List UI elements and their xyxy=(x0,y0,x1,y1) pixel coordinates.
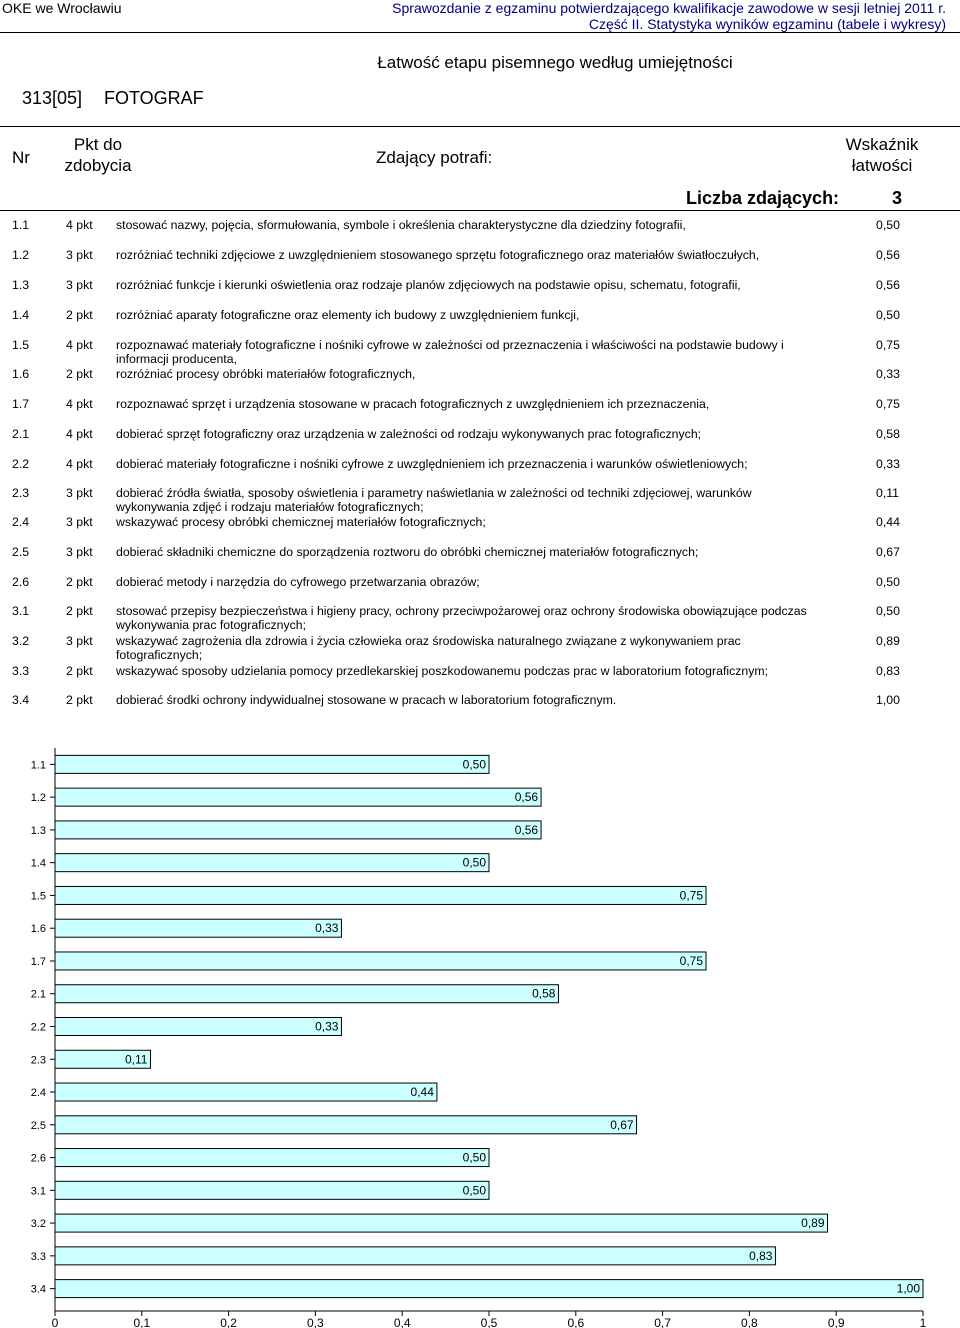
data-label: 1,00 xyxy=(896,1281,920,1296)
x-tick-label: 0,4 xyxy=(393,1316,411,1328)
row-index-value: 0,56 xyxy=(876,278,900,292)
row-index-value: 0,83 xyxy=(876,664,900,678)
row-description: stosować nazwy, pojęcia, sformułowania, symbole i określenia charakterystyczne dla dziedziny fotografii, xyxy=(116,218,686,232)
row-number: 3.4 xyxy=(12,693,30,707)
category-label: 1.4 xyxy=(30,857,46,870)
row-number: 1.5 xyxy=(12,338,30,352)
header-divider xyxy=(0,32,960,33)
data-label: 0,75 xyxy=(679,953,703,968)
row-points: 4 pkt xyxy=(66,427,93,441)
row-points: 3 pkt xyxy=(66,545,93,559)
row-number: 1.3 xyxy=(12,278,30,292)
category-label: 1.3 xyxy=(30,824,46,837)
row-description: dobierać sprzęt fotograficzny oraz urządzenia w zależności od rodzaju wykonywanych prac fotograficznych; xyxy=(116,427,702,441)
bar xyxy=(55,886,706,904)
bar xyxy=(55,1247,775,1265)
column-header-description: Zdający potrafi: xyxy=(376,148,493,167)
row-number: 2.6 xyxy=(12,575,30,589)
row-number: 1.7 xyxy=(12,397,30,411)
row-number: 2.4 xyxy=(12,515,30,529)
category-label: 3.2 xyxy=(30,1218,46,1231)
x-tick-label: 0,6 xyxy=(567,1316,585,1328)
row-index-value: 0,67 xyxy=(876,545,900,559)
row-number: 1.4 xyxy=(12,308,30,322)
data-label: 0,33 xyxy=(315,1019,339,1034)
data-label: 0,50 xyxy=(462,1150,486,1165)
data-label: 0,89 xyxy=(801,1216,825,1231)
row-index-value: 0,89 xyxy=(876,634,900,648)
header-report-line1: Sprawozdanie z egzaminu potwierdzającego kwalifikacje zawodowe w sesji letniej 2011 r. xyxy=(392,0,946,16)
row-index-value: 0,50 xyxy=(876,604,900,618)
x-tick-label: 1 xyxy=(919,1316,927,1328)
x-tick-label: 0,9 xyxy=(827,1316,845,1328)
row-number: 1.1 xyxy=(12,218,30,232)
column-header-points-line1: Pkt do xyxy=(73,135,123,154)
row-number: 1.2 xyxy=(12,248,30,262)
bar xyxy=(55,755,489,773)
row-points: 3 pkt xyxy=(66,634,93,648)
category-label: 1.1 xyxy=(30,759,46,772)
data-label: 0,50 xyxy=(462,1183,486,1198)
columns-divider xyxy=(0,126,960,127)
data-label: 0,75 xyxy=(679,888,703,903)
x-tick-label: 0,1 xyxy=(133,1316,151,1328)
row-index-value: 0,56 xyxy=(876,248,900,262)
data-label: 0,67 xyxy=(610,1117,634,1132)
page-title: Łatwość etapu pisemnego według umiejętności xyxy=(377,53,733,72)
row-points: 4 pkt xyxy=(66,397,93,411)
row-index-value: 1,00 xyxy=(876,693,900,707)
row-points: 2 pkt xyxy=(66,693,93,707)
category-label: 3.1 xyxy=(30,1185,46,1198)
row-description: dobierać źródła światła, sposoby oświetlenia i parametry naświetlania w zależności od techniki zdjęciowej, warunków wykonywania zdjęć i rodzaju materiałów fotograficznych; xyxy=(116,486,752,514)
row-index-value: 0,50 xyxy=(876,308,900,322)
bar xyxy=(55,854,489,872)
row-points: 4 pkt xyxy=(66,338,93,352)
bar xyxy=(55,1116,637,1134)
table-top-divider xyxy=(0,210,960,211)
column-header-nr: Nr xyxy=(12,148,30,167)
bar xyxy=(55,821,541,839)
category-label: 1.2 xyxy=(30,792,46,805)
row-number: 2.1 xyxy=(12,427,30,441)
column-header-index-line2: łatwości xyxy=(851,156,913,175)
data-label: 0,56 xyxy=(514,822,539,837)
row-points: 2 pkt xyxy=(66,367,93,381)
category-label: 1.6 xyxy=(30,923,46,936)
row-index-value: 0,50 xyxy=(876,575,900,589)
x-tick-label: 0,2 xyxy=(220,1316,237,1328)
row-index-value: 0,75 xyxy=(876,397,900,411)
bar xyxy=(55,985,558,1003)
column-header-index xyxy=(828,134,936,176)
bar xyxy=(55,788,541,806)
x-tick-label: 0,3 xyxy=(307,1316,324,1328)
data-label: 0,83 xyxy=(749,1248,773,1263)
x-tick-label: 0,8 xyxy=(741,1316,758,1328)
row-number: 1.6 xyxy=(12,367,30,381)
row-points: 3 pkt xyxy=(66,486,93,500)
header-report-title xyxy=(392,0,946,32)
row-index-value: 0,58 xyxy=(876,427,900,441)
row-points: 2 pkt xyxy=(66,604,93,618)
row-description: rozpoznawać sprzęt i urządzenia stosowane w pracach fotograficznych z uwzględnieniem ich przeznaczenia, xyxy=(116,397,710,411)
row-index-value: 0,50 xyxy=(876,218,900,232)
data-label: 0,33 xyxy=(315,921,339,936)
bar xyxy=(55,919,341,937)
row-description: rozróżniać procesy obróbki materiałów fotograficznych, xyxy=(116,367,416,381)
data-label: 0,44 xyxy=(410,1085,434,1100)
row-points: 4 pkt xyxy=(66,218,93,232)
examinee-count-value: 3 xyxy=(892,188,903,208)
category-label: 1.5 xyxy=(30,890,46,903)
data-label: 0,50 xyxy=(462,757,486,772)
category-label: 2.4 xyxy=(30,1087,46,1100)
category-label: 2.6 xyxy=(30,1152,46,1165)
row-description: wskazywać procesy obróbki chemicznej materiałów fotograficznych; xyxy=(116,515,486,529)
header-institution: OKE we Wrocławiu xyxy=(2,0,122,16)
bar xyxy=(55,1149,489,1167)
row-description: stosować przepisy bezpieczeństwa i higieny pracy, ochrony przeciwpożarowej oraz ochrony środowiska obowiązujące podczas wykonywania prac fotograficznych; xyxy=(116,604,807,632)
examinee-count-label: Liczba zdających: xyxy=(686,188,840,208)
row-description: dobierać składniki chemiczne do sporządzenia roztworu do obróbki chemicznej materiałów fotograficznych; xyxy=(116,545,699,559)
row-points: 4 pkt xyxy=(66,457,93,471)
bar xyxy=(55,1214,828,1232)
data-label: 0,56 xyxy=(514,790,539,805)
row-description: wskazywać sposoby udzielania pomocy przedlekarskiej poszkodowanemu podczas prac w laboratorium fotograficznym; xyxy=(116,664,769,678)
x-tick-label: 0,5 xyxy=(480,1316,498,1328)
data-label: 0,58 xyxy=(532,986,556,1001)
row-description: dobierać materiały fotograficzne i nośniki cyfrowe z uwzględnieniem ich przeznaczenia i warunków oświetleniowych; xyxy=(116,457,748,471)
row-number: 2.5 xyxy=(12,545,30,559)
row-points: 3 pkt xyxy=(66,248,93,262)
bar xyxy=(55,1018,341,1036)
category-label: 2.1 xyxy=(30,988,46,1001)
row-description: wskazywać zagrożenia dla zdrowia i życia człowieka oraz środowiska naturalnego związane z wykonywaniem prac fotograficznych; xyxy=(116,634,741,662)
row-description: rozróżniać funkcje i kierunki oświetlenia oraz rodzaje planów zdjęciowych na podstawie opisu, schematu, fotografii, xyxy=(116,278,741,292)
row-description: rozpoznawać materiały fotograficzne i nośniki cyfrowe w zależności od przeznaczenia i właściwości na podstawie budowy i informacji producenta, xyxy=(116,338,784,366)
column-header-points-line2: zdobycia xyxy=(64,156,132,175)
row-number: 3.3 xyxy=(12,664,30,678)
header-report-line2: Część II. Statystyka wyników egzaminu (tabele i wykresy) xyxy=(588,16,946,32)
column-header-points xyxy=(48,134,148,176)
exam-code: 313[05] xyxy=(22,88,83,108)
row-points: 2 pkt xyxy=(66,308,93,322)
row-points: 2 pkt xyxy=(66,664,93,678)
row-points: 3 pkt xyxy=(66,515,93,529)
column-header-index-line1: Wskaźnik xyxy=(845,135,919,154)
row-description: dobierać środki ochrony indywidualnej stosowane w pracach w laboratorium fotograficznym. xyxy=(116,693,617,707)
row-description: rozróżniać techniki zdjęciowe z uwzględnieniem stosowanego sprzętu fotograficznego oraz materiałów światłoczułych, xyxy=(116,248,760,262)
row-points: 2 pkt xyxy=(66,575,93,589)
easiness-bar-chart xyxy=(0,740,960,1328)
category-label: 3.4 xyxy=(30,1283,46,1296)
row-index-value: 0,44 xyxy=(876,515,900,529)
row-number: 3.1 xyxy=(12,604,30,618)
category-label: 2.3 xyxy=(30,1054,46,1067)
row-number: 2.2 xyxy=(12,457,30,471)
data-label: 0,11 xyxy=(125,1052,148,1067)
row-description: rozróżniać aparaty fotograficzne oraz elementy ich budowy z uwzględnieniem funkcji, xyxy=(116,308,580,322)
x-tick-label: 0,7 xyxy=(654,1316,671,1328)
bar xyxy=(55,1280,923,1298)
row-points: 3 pkt xyxy=(66,278,93,292)
row-index-value: 0,75 xyxy=(876,338,900,352)
row-number: 2.3 xyxy=(12,486,30,500)
category-label: 1.7 xyxy=(30,955,46,968)
row-description: dobierać metody i narzędzia do cyfrowego przetwarzania obrazów; xyxy=(116,575,480,589)
bar xyxy=(55,1181,489,1199)
exam-name: FOTOGRAF xyxy=(104,88,204,108)
bar xyxy=(55,1083,437,1101)
bar xyxy=(55,952,706,970)
category-label: 2.5 xyxy=(30,1119,46,1132)
category-label: 3.3 xyxy=(30,1250,46,1263)
row-index-value: 0,33 xyxy=(876,457,900,471)
data-label: 0,50 xyxy=(462,855,486,870)
row-index-value: 0,33 xyxy=(876,367,900,381)
row-number: 3.2 xyxy=(12,634,30,648)
category-label: 2.2 xyxy=(30,1021,46,1034)
row-index-value: 0,11 xyxy=(876,486,900,500)
x-tick-label: 0 xyxy=(51,1316,59,1328)
